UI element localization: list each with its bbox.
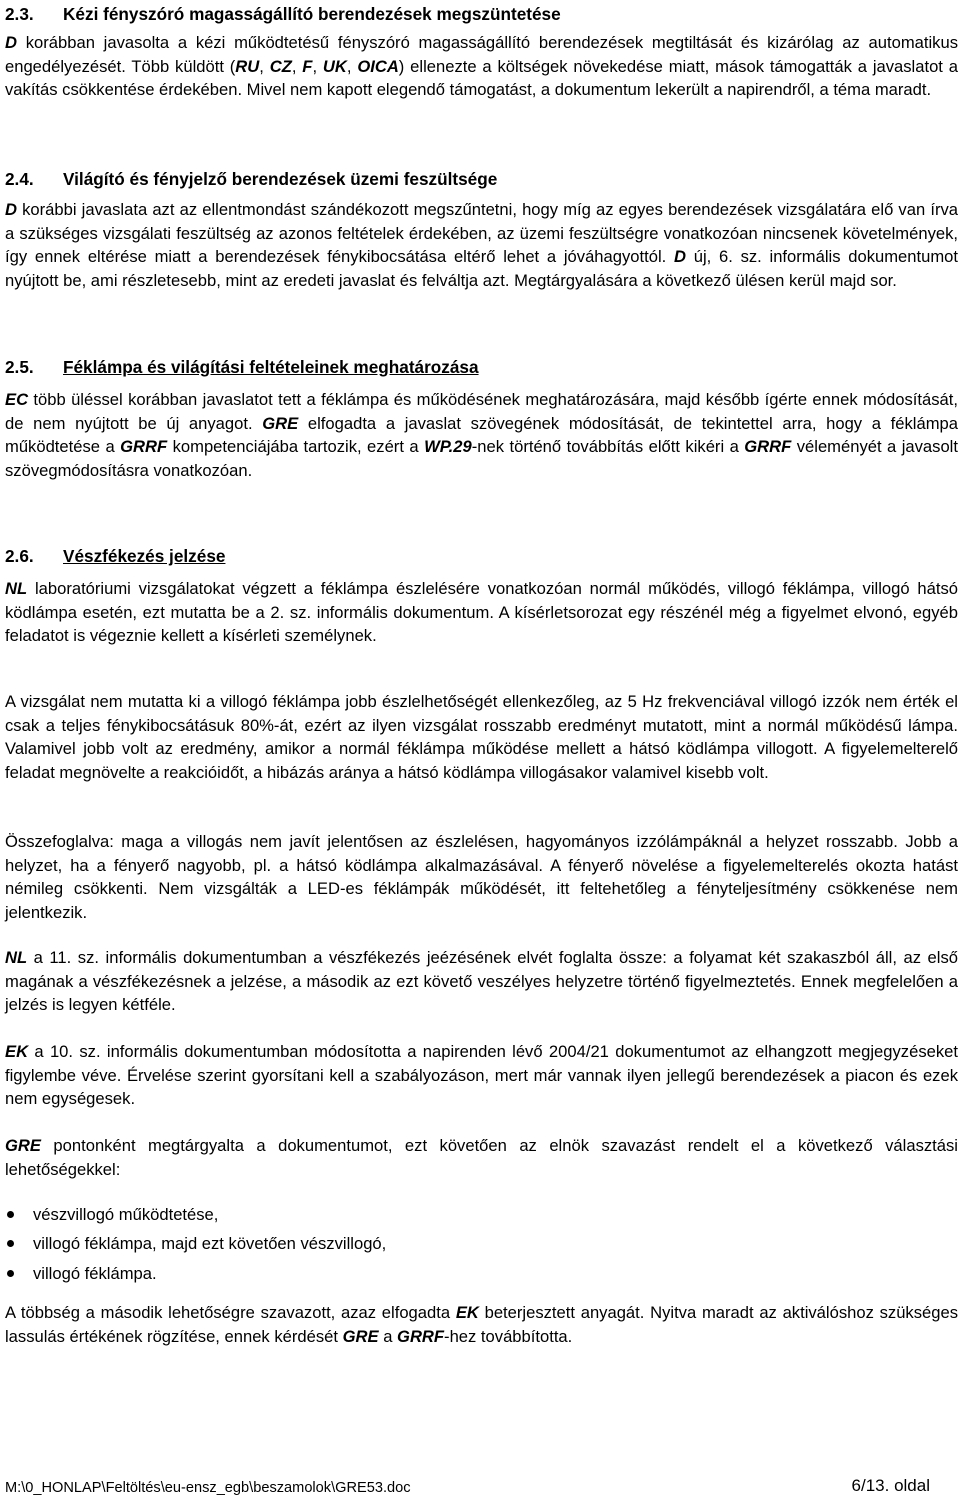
- section-2-6: [5, 544, 958, 648]
- paragraph: A vizsgálat nem mutatta ki a villogó féklámpa jobb észlelhetőségét ellenkezőleg, az 5 Hz frekvenciával villogó izzók nem érték el csak a teljes fénykibocsátásuk 80%-át, ezért az ilyen vizsgálat rosszabb eredményt mutatott, mint a normál működésű lámpa. Valamivel jobb volt az eredmény, amikor a normál féklámpa működése mellett a hátsó ködlámpa villogott. A figyelemelterelő feladat megnövelte a reakcióidőt, a hibázás aránya a hátsó ködlámpa villogásakor valamivel kisebb volt.: [5, 692, 958, 782]
- country-code: D: [5, 33, 17, 52]
- text-run: ,: [291, 56, 303, 76]
- org-code: EK: [5, 1042, 29, 1061]
- paragraph: [5, 31, 958, 102]
- text-run: több üléssel korábban javaslatot tett a féklámpa és működésének meghatározására, majd később ígérte ennek módosítását, de nem nyújtott be új anyagot.: [5, 390, 958, 433]
- section-heading: [5, 544, 958, 568]
- text-run: új, 6. sz. informális dokumentumot nyújtott be, ami részletesebb, mint az eredeti javaslat és felváltja azt. Megtárgyalására a következő ülésen kerül majd sor.: [5, 247, 959, 290]
- org-code: GRRF: [397, 1326, 445, 1346]
- text-run: korábbi javaslata azt az ellentmondást szándékozott megszűntetni, hogy míg az egyes berendezések vizsgálatára elő van írva a szükséges vizsgálati feszültség az azonos feltételek érdekében, az üzemi feszültségre vonatkozóan nincsenek követelmények, így ennek eltérése miatt a berendezések fénykibocsátása eltérő lehet a jóváhagyottól.: [5, 200, 958, 267]
- org-code: GRRF: [120, 437, 168, 457]
- text-run: ,: [312, 56, 323, 76]
- org-code: EC: [5, 390, 29, 409]
- section-2-5: [5, 355, 958, 482]
- text-run: -nek történő továbbítás előtt kikéri a: [471, 437, 745, 457]
- country-code: D: [5, 200, 17, 219]
- country-code: NL: [5, 579, 28, 598]
- text-run: kompetenciájába tartozik, ezért a: [167, 437, 425, 457]
- country-code: NL: [5, 948, 28, 967]
- section-2-3: [5, 2, 958, 102]
- org-code: WP.29: [424, 437, 472, 457]
- voting-options-list: [5, 1200, 386, 1288]
- paragraph: [5, 1040, 958, 1111]
- section-2-6-paragraph-5: [5, 1040, 958, 1111]
- text-run: ,: [346, 56, 358, 76]
- text-run: elfogadta a javaslat szövegének módosítását, de tekintettel arra, hogy a féklámpa működtetése a: [5, 413, 958, 457]
- section-heading: [5, 355, 958, 379]
- paragraph: Összefoglalva: maga a villogás nem javít jelentősen az észlelésen, hagyományos izzólámpáknál a helyzet rosszabb. Jobb a helyzet, ha a fényerő nagyobb, pl. a hátsó ködlámpa alkalmazásával. A fényerő növelése a figyelemelterelés okozta hatást némileg csökkenti. Nem vizsgálták a LED-es féklámpák működését, itt feltehetőleg a fényteljesítmény csökkenése nem jelentkezik.: [5, 832, 958, 922]
- section-2-6-paragraph-7: [5, 1301, 958, 1348]
- org-code: EK: [455, 1303, 479, 1322]
- section-2-6-paragraph-2: [5, 690, 958, 784]
- section-title: Vészfékezés jelzése: [63, 546, 226, 566]
- section-2-4: [5, 167, 958, 292]
- org-code: GRE: [262, 413, 299, 433]
- section-heading: [5, 167, 958, 191]
- country-code: RU: [235, 56, 260, 76]
- bullet-icon: [7, 1240, 14, 1247]
- text-run: pontonként megtárgyalta a dokumentumot, ezt követően az elnök szavazást rendelt el a következő választási lehetőségekkel:: [5, 1136, 958, 1179]
- list-item-text: villogó féklámpa, majd ezt követően vészvillogó,: [33, 1234, 387, 1254]
- list-item: [5, 1229, 386, 1258]
- paragraph: [5, 577, 958, 648]
- bullet-icon: [7, 1211, 14, 1218]
- org-code: GRE: [5, 1136, 41, 1155]
- text-run: korábban javasolta a kézi működtetésű fényszóró magasságállító berendezések megtiltását és kizárólag az automatikus engedélyezését. Több küldött (: [5, 33, 958, 76]
- paragraph: [5, 1301, 958, 1348]
- list-item-text: villogó féklámpa.: [33, 1263, 157, 1283]
- section-2-6-paragraph-6: [5, 1134, 958, 1181]
- section-number: 2.5.: [5, 357, 34, 377]
- section-2-6-paragraph-4: [5, 946, 958, 1017]
- text-run: laboratóriumi vizsgálatokat végzett a féklámpa észlelésére vonatkozóan normál működés, villogó féklámpa, villogó hátsó ködlámpa esetén, ezt mutatta be a 2. sz. informális dokumentum. A kísérletsorozat egy részénél még a figyelmet elvonó, egyéb feladatot is végeznie kellett a kísérleti személynek.: [5, 579, 958, 646]
- section-title: Féklámpa és világítási feltételeinek meghatározása: [63, 357, 479, 377]
- section-heading: [5, 2, 958, 26]
- org-code: GRRF: [744, 437, 792, 457]
- file-path: M:\0_HONLAP\Feltöltés\eu-ensz_egb\beszamolok\GRE53.doc: [5, 1480, 411, 1496]
- org-code: GRE: [342, 1326, 379, 1346]
- paragraph: [5, 946, 958, 1017]
- section-title: Kézi fényszóró magasságállító berendezések megszüntetése: [63, 4, 561, 24]
- section-number: 2.6.: [5, 546, 34, 566]
- text-run: beterjesztett anyagát. Nyitva maradt az aktiválóshoz szükséges lassulás értékének rögzítése, ennek kérdését: [5, 1303, 959, 1346]
- country-code: F: [302, 56, 313, 76]
- section-2-6-paragraph-3: [5, 830, 958, 924]
- page-number: 6/13. oldal: [851, 1476, 930, 1495]
- text-run: ,: [259, 56, 270, 76]
- org-code: OICA: [357, 56, 399, 76]
- country-code: D: [674, 247, 686, 267]
- list-item: [5, 1259, 386, 1288]
- paragraph: [5, 388, 958, 482]
- text-run: -hez továbbította.: [444, 1326, 573, 1346]
- text-run: A többség a második lehetőségre szavazott, azaz elfogadta: [5, 1303, 456, 1322]
- text-run: a: [378, 1326, 398, 1346]
- bullet-icon: [7, 1270, 14, 1277]
- section-number: 2.4.: [5, 169, 34, 189]
- paragraph: [5, 198, 958, 292]
- text-run: véleményét a javasolt szövegmódosításra vonatkozóan.: [5, 437, 958, 480]
- section-title: Világító és fényjelző berendezések üzemi feszültsége: [63, 169, 498, 189]
- paragraph: [5, 1134, 958, 1181]
- text-run: a 10. sz. informális dokumentumban módosította a napirenden lévő 2004/21 dokumentumot az elhangzott megjegyzéseket figylembe véve. Érvelése szerint gyorsítani kell a szabályozáson, mert már vannak ilyen jellegű berendezések a piacon és ezek nem egységesek.: [5, 1042, 958, 1109]
- section-number: 2.3.: [5, 4, 34, 24]
- country-code: CZ: [269, 56, 292, 76]
- text-run: ) ellenezte a költségek növekedése miatt, mások támogatták a javaslatot a vakítás csökkentése érdekében. Mivel nem kapott elegendő támogatást, a dokumentum lekerült a napirendről, a téma maradt.: [5, 56, 958, 100]
- list-item: [5, 1200, 386, 1229]
- text-run: a 11. sz. informális dokumentumban a vészfékezés jeézésének elvét foglalta össze: a folyamat két szakaszból áll, az első magának a vészfékezésnek a jelzése, a második az ezt követő veszélyes helyzetre történő figyelmeztetés. Ennek megfelelően a jelzés is legyen kétféle.: [5, 948, 958, 1015]
- list-item-text: vészvillogó működtetése,: [33, 1205, 219, 1224]
- country-code: UK: [322, 56, 347, 76]
